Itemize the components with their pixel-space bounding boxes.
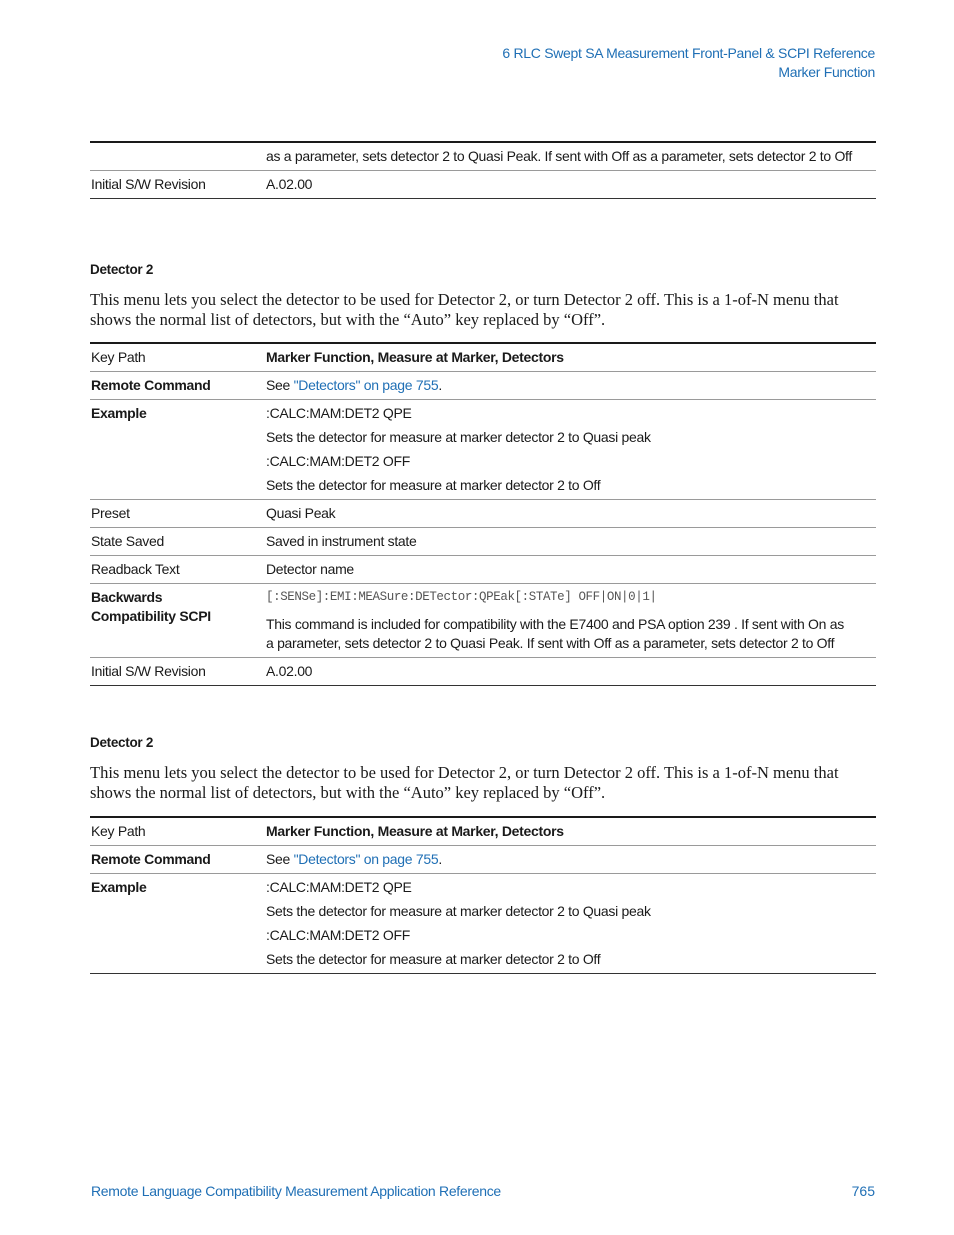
row-label: State Saved bbox=[91, 533, 164, 549]
example-line: Sets the detector for measure at marker detector 2 to Off bbox=[266, 477, 601, 493]
row-label: Key Path bbox=[91, 349, 146, 365]
backcompat-description: This command is included for compatibility with the E7400 and PSA option 239 . If sent with On as a parameter, sets detector 2 to Quasi Peak. If sent with Off as a parameter, sets detector 2 to Off bbox=[266, 616, 844, 651]
table-row bbox=[90, 658, 876, 686]
detectors-link[interactable]: "Detectors" on page 755 bbox=[293, 377, 439, 393]
scpi-command: [:SENSe]:EMI:MEASure:DETector:QPEak[:STATe] OFF|ON|0|1| bbox=[266, 590, 657, 604]
table-row bbox=[90, 342, 876, 372]
table-row bbox=[90, 556, 876, 584]
table-row bbox=[90, 584, 876, 658]
table-row bbox=[90, 400, 876, 500]
row-label: Initial S/W Revision bbox=[91, 663, 206, 679]
example-line: :CALC:MAM:DET2 OFF bbox=[266, 453, 410, 469]
table-row bbox=[90, 528, 876, 556]
remote-command-value bbox=[266, 846, 876, 873]
row-value: Saved in instrument state bbox=[266, 533, 417, 549]
table-row bbox=[90, 141, 876, 171]
row-label bbox=[90, 584, 266, 657]
row-label: Key Path bbox=[91, 823, 146, 839]
example-line: Sets the detector for measure at marker detector 2 to Quasi peak bbox=[266, 903, 651, 919]
row-value: Detector name bbox=[266, 561, 354, 577]
section-paragraph: This menu lets you select the detector to be used for Detector 2, or turn Detector 2 off. This is a 1-of-N menu that shows the normal list of detectors, but with the “Auto” key replaced by “Off”. bbox=[90, 290, 839, 329]
row-value: A.02.00 bbox=[266, 176, 313, 192]
continued-table bbox=[90, 141, 876, 199]
row-value: A.02.00 bbox=[266, 663, 313, 679]
table-row bbox=[90, 846, 876, 874]
key-path-value: Marker Function, Measure at Marker, Detectors bbox=[266, 349, 564, 365]
row-value: Quasi Peak bbox=[266, 505, 336, 521]
detector-table bbox=[90, 342, 876, 686]
backcompat-value bbox=[266, 584, 876, 657]
section-heading: Marker Function bbox=[778, 64, 875, 80]
section-paragraph: This menu lets you select the detector to be used for Detector 2, or turn Detector 2 off. This is a 1-of-N menu that shows the normal list of detectors, but with the “Auto” key replaced by “Off”. bbox=[90, 763, 839, 802]
row-label: Remote Command bbox=[91, 377, 211, 393]
remote-command-value bbox=[266, 372, 876, 399]
row-label: Example bbox=[91, 405, 147, 421]
backcompat-label-line: Backwards bbox=[91, 589, 163, 605]
period-text: . bbox=[438, 851, 442, 867]
chapter-heading: 6 RLC Swept SA Measurement Front-Panel & SCPI Reference bbox=[502, 45, 875, 61]
see-text: See bbox=[266, 377, 294, 393]
example-line: Sets the detector for measure at marker detector 2 to Off bbox=[266, 951, 601, 967]
section-title: Detector 2 bbox=[90, 735, 154, 750]
row-label: Example bbox=[91, 879, 147, 895]
page-number: 765 bbox=[851, 1183, 875, 1199]
backcompat-label-line: Compatibility SCPI bbox=[91, 608, 211, 624]
table-row bbox=[90, 500, 876, 528]
row-label: Initial S/W Revision bbox=[91, 176, 206, 192]
section-title: Detector 2 bbox=[90, 262, 154, 277]
example-value bbox=[266, 400, 876, 499]
row-value: as a parameter, sets detector 2 to Quasi Peak. If sent with Off as a parameter, sets detector 2 to Off bbox=[266, 148, 852, 164]
row-label: Preset bbox=[91, 505, 130, 521]
see-text: See bbox=[266, 851, 294, 867]
row-label: Remote Command bbox=[91, 851, 211, 867]
example-value bbox=[266, 874, 876, 973]
example-line: Sets the detector for measure at marker detector 2 to Quasi peak bbox=[266, 429, 651, 445]
key-path-value: Marker Function, Measure at Marker, Detectors bbox=[266, 823, 564, 839]
example-line: :CALC:MAM:DET2 OFF bbox=[266, 927, 410, 943]
table-row bbox=[90, 816, 876, 846]
example-line: :CALC:MAM:DET2 QPE bbox=[266, 879, 412, 895]
table-row bbox=[90, 171, 876, 199]
running-header bbox=[502, 44, 875, 82]
table-row bbox=[90, 372, 876, 400]
row-label: Readback Text bbox=[91, 561, 180, 577]
table-row bbox=[90, 874, 876, 974]
detector-table bbox=[90, 816, 876, 974]
period-text: . bbox=[438, 377, 442, 393]
example-line: :CALC:MAM:DET2 QPE bbox=[266, 405, 412, 421]
row-label bbox=[90, 143, 266, 170]
detectors-link[interactable]: "Detectors" on page 755 bbox=[293, 851, 439, 867]
footer-doc-title: Remote Language Compatibility Measurement Application Reference bbox=[91, 1183, 501, 1199]
